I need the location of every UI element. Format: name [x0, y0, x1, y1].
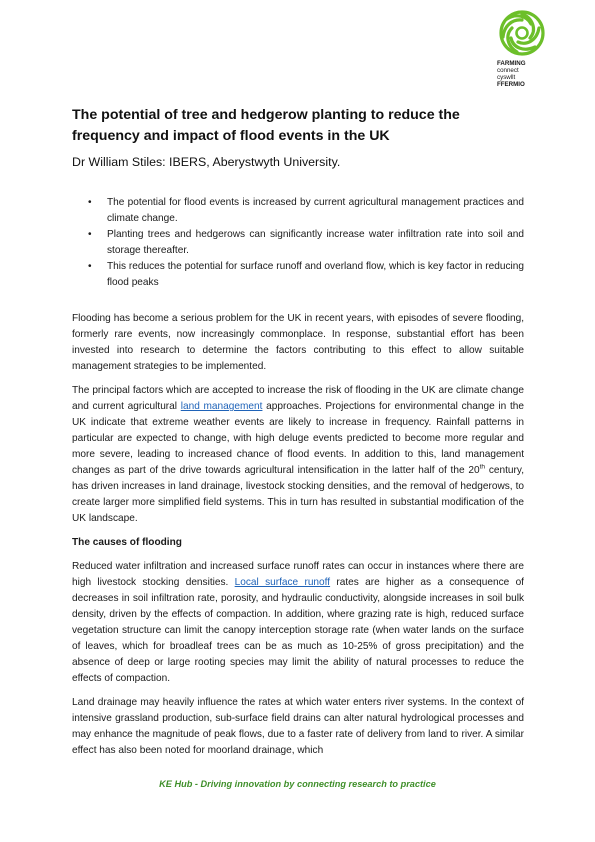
farming-connect-logo [497, 8, 553, 88]
land-management-link[interactable]: land management [180, 401, 263, 412]
paragraph-causes [72, 559, 524, 687]
page-footer: KE Hub - Driving innovation by connecting research to practice [159, 779, 436, 789]
section-heading: The causes of flooding [72, 537, 182, 548]
bullet-icon: • [88, 197, 92, 208]
paragraph-text: approaches. Projections for environmental change in the UK indicate that extreme weather events are likely to increase in frequency. Rainfall patterns in particular are expected to change, with high deluge events predicted to become more regular and more severe, leading to increased chance of flood events. In addition to this, land management changes as part of the drive towards agricultural intensification in the latter half of the 20 [72, 401, 524, 476]
logo-line-cyswllt: cyswllt [497, 74, 516, 81]
paragraph-text: Reduced water infiltration and increased surface runoff rates can occur in instances where there are high livestock stocking densities. [72, 561, 524, 588]
logo-line-farming: FARMING [497, 60, 526, 67]
document-body [72, 311, 524, 759]
paragraph-text: century, has driven increases in land drainage, livestock stocking densities, and the removal of hedgerows, to create larger more simplified field systems. This in turn has resulted in substantial modification of the UK landscape. [72, 465, 524, 524]
key-point-text: This reduces the potential for surface runoff and overland flow, which is key factor in reducing flood peaks [107, 261, 524, 288]
document-author: Dr William Stiles: IBERS, Aberystwyth University. [72, 155, 341, 169]
paragraph-text: rates are higher as a consequence of decreases in soil infiltration rate, porosity, and hydraulic conductivity, alongside increases in soil bulk density, driven by the effects of compaction. In addition, where grazing rate is high, reduced surface vegetation structure can limit the canopy interception storage rate (when water lands on the surface of leaves, which for broadleaf trees can be as much as 10-25% of gross precipitation) and the absence of deep or large rooting species may limit the ability of natural processes to reduce the effects of compaction. [72, 577, 524, 684]
document-title: The potential of tree and hedgerow planting to reduce the frequency and impact of flood events in the UK [72, 107, 460, 144]
paragraph-intro: Flooding has become a serious problem for the UK in recent years, with episodes of severe flooding, formerly rare events, now increasingly commonplace. In response, substantial effort has been invested into research to determine the factors contributing to this effect to allow suitable management strategies to be implemented. [72, 313, 524, 372]
key-point-item [86, 259, 524, 291]
key-point-text: Planting trees and hedgerows can significantly increase water infiltration rate into soil and storage thereafter. [107, 229, 524, 256]
logo-wordmark [497, 60, 553, 88]
bullet-icon: • [88, 229, 92, 240]
paragraph-text: The principal factors which are accepted to increase the risk of flooding in the UK are climate change and current agricultural [72, 385, 524, 412]
superscript-th: th [479, 463, 486, 471]
paragraph-factors [72, 383, 524, 527]
logo-line-ffermio: FFERMIO [497, 81, 525, 88]
local-surface-runoff-link[interactable]: Local surface runoff [234, 577, 331, 588]
farming-connect-swirl-icon [497, 8, 547, 58]
paragraph-drainage: Land drainage may heavily influence the rates at which water enters river systems. In the context of intensive grassland production, sub-surface field drains can alter natural hydrological processes and may enhance the magnitude of peak flows, due to a faster rate of delivery from land to river. A similar effect has also been noted for moorland drainage, which [72, 697, 524, 756]
key-point-item [86, 227, 524, 259]
key-points-list [86, 195, 524, 291]
key-point-item [86, 195, 524, 227]
bullet-icon: • [88, 261, 92, 272]
key-point-text: The potential for flood events is increased by current agricultural management practices and climate change. [107, 197, 524, 224]
logo-line-connect: connect [497, 67, 519, 74]
